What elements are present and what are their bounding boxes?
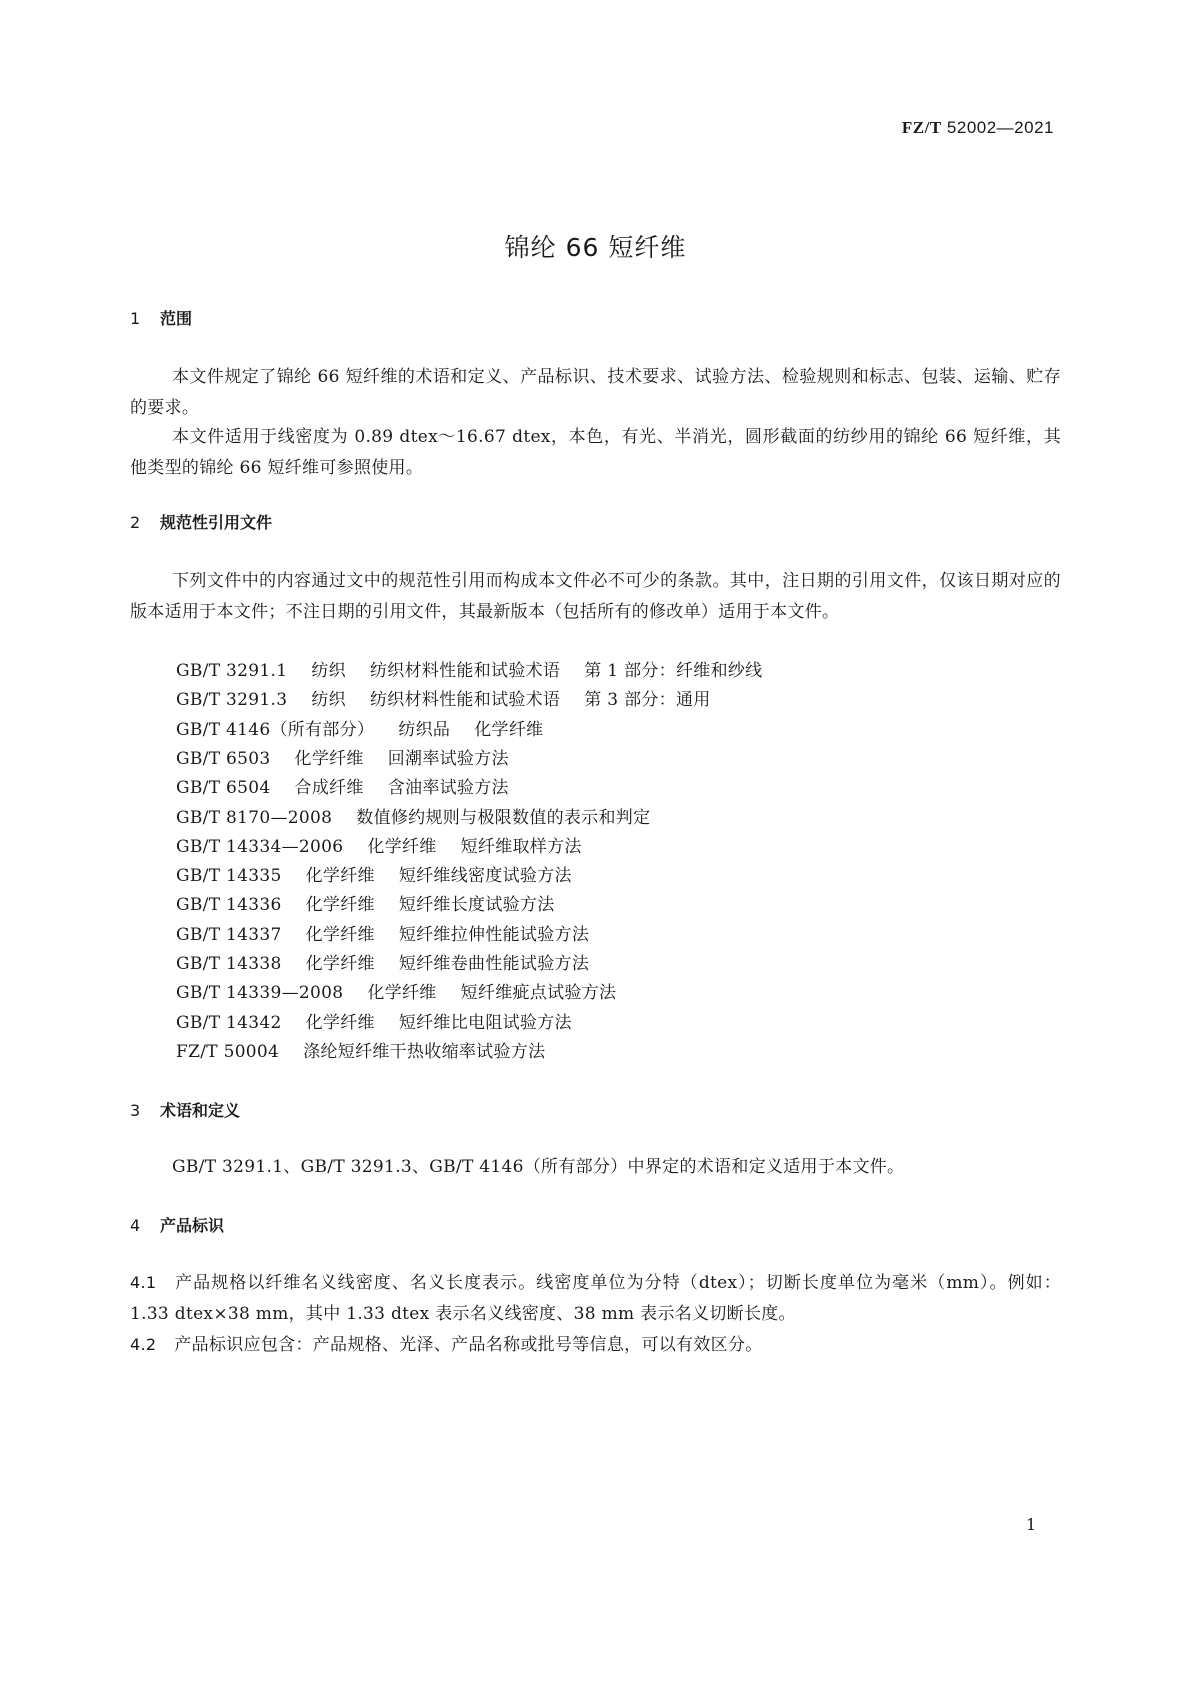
clause-4-2 bbox=[130, 1329, 1061, 1361]
page-number: 1 bbox=[1026, 1515, 1037, 1534]
reference-item bbox=[176, 832, 606, 857]
reference-item bbox=[176, 920, 613, 945]
reference-part: 纺织 bbox=[311, 661, 346, 681]
section-number: 2 bbox=[130, 513, 141, 532]
reference-part: 数值修约规则与极限数值的表示和判定 bbox=[356, 807, 651, 828]
reference-code: GB/T 14339—2008 bbox=[176, 983, 344, 1004]
reference-part: 短纤维取样方法 bbox=[460, 836, 582, 857]
reference-code: GB/T 14335 bbox=[176, 866, 282, 887]
section-heading-identification bbox=[130, 1213, 224, 1236]
page-title: 锦纶 66 短纤维 bbox=[504, 233, 687, 262]
scope-paragraph-2: 本文件适用于线密度为 0.89 dtex～16.67 dtex，本色，有光、半消光，圆形截面的纺纱用的锦纶 66 短纤维，其他类型的锦纶 66 短纤维可参照使用。 bbox=[130, 427, 1061, 478]
reference-part: 纺织材料性能和试验术语 bbox=[369, 690, 561, 711]
reference-code: FZ/T 50004 bbox=[176, 1041, 280, 1062]
reference-part: 化学纤维 bbox=[305, 1012, 375, 1033]
reference-part: 化学纤维 bbox=[305, 924, 375, 945]
reference-code: GB/T 14338 bbox=[176, 954, 282, 974]
reference-part: 回潮率试验方法 bbox=[387, 748, 509, 769]
document-code bbox=[902, 118, 1054, 138]
reference-item bbox=[176, 685, 711, 710]
reference-code: GB/T 4146（所有部分） bbox=[176, 719, 375, 740]
clause-text: 产品规格以纤维名义线密度、名义长度表示。线密度单位为分特（dtex）；切断长度单位为毫米（mm）。例如：1.33 dtex×38 mm，其中 1.33 dtex 表示名义线密度、38 mm 表示名义切断长度。 bbox=[130, 1273, 1061, 1324]
reference-part: 第 3 部分：通用 bbox=[584, 690, 711, 711]
clause-text: 产品标识应包含：产品规格、光泽、产品名称或批号等信息，可以有效区分。 bbox=[174, 1335, 763, 1355]
reference-code: GB/T 6504 bbox=[176, 778, 271, 799]
reference-part: 短纤维疵点试验方法 bbox=[460, 983, 617, 1004]
reference-part: 化学纤维 bbox=[367, 983, 437, 1004]
section-title: 产品标识 bbox=[160, 1216, 225, 1235]
reference-part: 涤纶短纤维干热收缩率试验方法 bbox=[303, 1041, 546, 1062]
reference-part: 化学纤维 bbox=[305, 866, 375, 887]
section-heading-terms bbox=[130, 1098, 240, 1121]
section-title: 术语和定义 bbox=[160, 1101, 241, 1120]
normative-intro: 下列文件中的内容通过文中的规范性引用而构成本文件必不可少的条款。其中，注日期的引用文件，仅该日期对应的版本适用于本文件；不注日期的引用文件，其最新版本（包括所有的修改单）适用于本文件。 bbox=[130, 571, 1061, 622]
scope-paragraph-1: 本文件规定了锦纶 66 短纤维的术语和定义、产品标识、技术要求、试验方法、检验规则和标志、包装、运输、贮存的要求。 bbox=[130, 367, 1061, 418]
reference-part: 短纤维卷曲性能试验方法 bbox=[398, 954, 590, 974]
reference-part: 纺织材料性能和试验术语 bbox=[369, 661, 561, 681]
reference-part: 第 1 部分：纤维和纱线 bbox=[584, 661, 763, 681]
clause-number: 4.2 bbox=[130, 1335, 157, 1354]
reference-part: 化学纤维 bbox=[294, 748, 364, 769]
reference-part: 短纤维线密度试验方法 bbox=[398, 866, 572, 887]
reference-part: 短纤维拉伸性能试验方法 bbox=[398, 924, 590, 945]
reference-part: 合成纤维 bbox=[294, 778, 364, 799]
reference-part: 纺织品 bbox=[398, 719, 451, 740]
reference-item bbox=[176, 773, 533, 798]
clause-number: 4.1 bbox=[130, 1273, 157, 1292]
reference-code: GB/T 14336 bbox=[176, 895, 282, 916]
section-number: 4 bbox=[130, 1216, 141, 1235]
reference-item bbox=[176, 803, 698, 828]
section-title: 范围 bbox=[160, 309, 193, 328]
reference-code: GB/T 3291.1 bbox=[176, 661, 288, 681]
reference-item bbox=[176, 978, 640, 1003]
section-title: 规范性引用文件 bbox=[160, 513, 273, 532]
reference-code: GB/T 14342 bbox=[176, 1012, 282, 1033]
document-code-number: 52002—2021 bbox=[946, 118, 1054, 137]
reference-part: 化学纤维 bbox=[367, 836, 437, 857]
section-number: 3 bbox=[130, 1101, 141, 1120]
reference-item bbox=[176, 715, 567, 740]
reference-part: 含油率试验方法 bbox=[387, 778, 509, 799]
reference-part: 短纤维长度试验方法 bbox=[398, 895, 555, 916]
reference-item bbox=[176, 890, 579, 915]
section-number: 1 bbox=[130, 309, 141, 328]
reference-part: 化学纤维 bbox=[305, 954, 375, 974]
reference-code: GB/T 6503 bbox=[176, 748, 271, 769]
reference-part: 纺织 bbox=[311, 690, 346, 711]
reference-part: 化学纤维 bbox=[474, 719, 544, 740]
reference-code: GB/T 8170—2008 bbox=[176, 807, 333, 828]
document-code-prefix: FZ/T bbox=[901, 118, 942, 137]
reference-item bbox=[176, 656, 762, 681]
reference-item bbox=[176, 744, 533, 769]
reference-item bbox=[176, 1008, 596, 1033]
terms-paragraph: GB/T 3291.1、GB/T 3291.3、GB/T 4146（所有部分）中界定的术语和定义适用于本文件。 bbox=[172, 1157, 905, 1177]
reference-item bbox=[176, 861, 596, 886]
reference-part: 化学纤维 bbox=[305, 895, 375, 916]
reference-code: GB/T 3291.3 bbox=[176, 690, 288, 711]
clause-4-1 bbox=[130, 1267, 1061, 1330]
reference-part: 短纤维比电阻试验方法 bbox=[398, 1012, 572, 1033]
reference-item bbox=[176, 949, 613, 974]
section-heading-normative bbox=[130, 510, 272, 533]
reference-code: GB/T 14337 bbox=[176, 924, 282, 945]
reference-code: GB/T 14334—2006 bbox=[176, 836, 344, 857]
reference-item bbox=[176, 1037, 593, 1062]
section-heading-scope bbox=[130, 306, 192, 329]
